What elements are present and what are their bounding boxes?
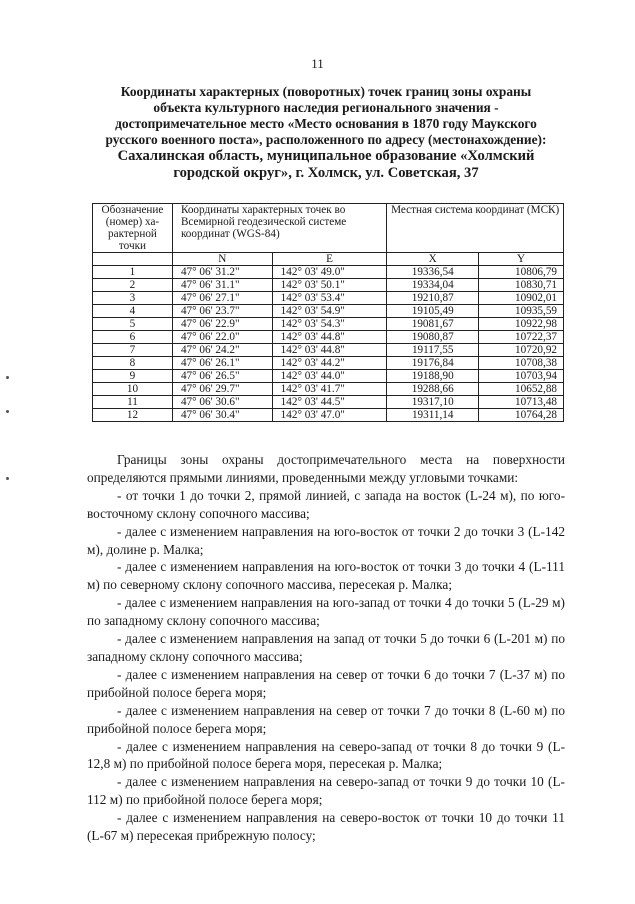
cell-latitude: 47° 06' 26.1" <box>172 357 272 370</box>
document-heading <box>86 84 566 182</box>
cell-latitude: 47° 06' 22.9" <box>172 318 272 331</box>
cell-point-number: 7 <box>93 344 173 357</box>
table-row <box>93 305 564 318</box>
cell-latitude: 47° 06' 30.4" <box>172 409 272 422</box>
cell-longitude: 142° 03' 41.7" <box>272 383 387 396</box>
cell-x: 19081,67 <box>387 318 479 331</box>
cell-y: 10652,88 <box>479 383 564 396</box>
cell-longitude: 142° 03' 44.5" <box>272 396 387 409</box>
cell-longitude: 142° 03' 54.3" <box>272 318 387 331</box>
boundary-segment-paragraph: - далее с изменением направления на юго-запад от точки 4 до точки 5 (L-29 м) по западному склону сопочного массива; <box>87 595 565 629</box>
table-body <box>93 266 564 422</box>
cell-x: 19288,66 <box>387 383 479 396</box>
heading-line-1: Координаты характерных (поворотных) точек границ зоны охраны <box>120 84 532 99</box>
boundary-segment-paragraph: - далее с изменением направления на запад от точки 5 до точки 6 (L-201 м) по западному склону сопочного массива; <box>87 631 565 664</box>
header-y: Y <box>479 253 564 266</box>
cell-x: 19188,90 <box>387 370 479 383</box>
cell-point-number: 2 <box>93 279 173 292</box>
body-text <box>87 451 565 845</box>
cell-y: 10902,01 <box>479 292 564 305</box>
cell-latitude: 47° 06' 24.2" <box>172 344 272 357</box>
cell-point-number: 3 <box>93 292 173 305</box>
cell-point-number: 12 <box>93 409 173 422</box>
cell-x: 19080,87 <box>387 331 479 344</box>
table-row <box>93 383 564 396</box>
header-msk: Местная система координат (МСК) <box>387 204 564 253</box>
cell-latitude: 47° 06' 27.1" <box>172 292 272 305</box>
cell-point-number: 6 <box>93 331 173 344</box>
heading-line-2: объекта культурного наследия регионального значения - <box>153 100 499 115</box>
cell-longitude: 142° 03' 44.0" <box>272 370 387 383</box>
cell-longitude: 142° 03' 44.8" <box>272 344 387 357</box>
cell-x: 19117,55 <box>387 344 479 357</box>
cell-x: 19105,49 <box>387 305 479 318</box>
table-row <box>93 396 564 409</box>
header-x: X <box>387 253 479 266</box>
header-n: N <box>172 253 272 266</box>
boundary-segment-paragraph: - далее с изменением направления на юго-восток от точки 2 до точки 3 (L-142 м), долине р. Малка; <box>87 523 565 557</box>
intro-paragraph: Границы зоны охраны достопримечательного места на поверхности определяются прямыми линиями, проведенными между угловыми точками: <box>87 452 565 485</box>
cell-x: 19334,04 <box>387 279 479 292</box>
cell-y: 10935,59 <box>479 305 564 318</box>
cell-x: 19311,14 <box>387 409 479 422</box>
cell-y: 10703,94 <box>479 370 564 383</box>
cell-longitude: 142° 03' 44.2" <box>272 357 387 370</box>
cell-longitude: 142° 03' 54.9" <box>272 305 387 318</box>
table-row <box>93 331 564 344</box>
heading-line-4: русского военного поста», расположенного по адресу (местонахождение): <box>105 132 547 147</box>
heading-line-6: городской округ», г. Холмск, ул. Советская, 37 <box>173 165 479 181</box>
table-row <box>93 409 564 422</box>
cell-y: 10922,98 <box>479 318 564 331</box>
cell-y: 10720,92 <box>479 344 564 357</box>
boundary-segment-paragraph: - далее с изменением направления на юго-восток от точки 3 до точки 4 (L-111 м) по северному склону сопочного массива, пересекая р. Малка; <box>87 559 565 593</box>
coordinates-table <box>92 203 564 422</box>
cell-y: 10830,71 <box>479 279 564 292</box>
cell-longitude: 142° 03' 50.1" <box>272 279 387 292</box>
cell-latitude: 47° 06' 31.1" <box>172 279 272 292</box>
table-row <box>93 266 564 279</box>
cell-point-number: 10 <box>93 383 173 396</box>
boundary-segment-paragraph: - далее с изменением направления на северо-запад от точки 9 до точки 10 (L-112 м) по прибойной полосе берега моря; <box>87 774 565 808</box>
table-row <box>93 318 564 331</box>
header-blank <box>93 253 173 266</box>
cell-x: 19317,10 <box>387 396 479 409</box>
cell-latitude: 47° 06' 22.0" <box>172 331 272 344</box>
header-e: E <box>272 253 387 266</box>
cell-y: 10764,28 <box>479 409 564 422</box>
header-designation: Обозначение (номер) ха-рактерной точки <box>93 204 173 253</box>
boundary-segment-paragraph: - далее с изменением направления на север от точки 6 до точки 7 (L-37 м) по прибойной полосе берега моря; <box>87 666 565 700</box>
heading-line-3: достопримечательное место «Место основания в 1870 году Маукского <box>115 116 537 131</box>
cell-y: 10806,79 <box>479 266 564 279</box>
cell-latitude: 47° 06' 29.7" <box>172 383 272 396</box>
cell-x: 19336,54 <box>387 266 479 279</box>
cell-y: 10708,38 <box>479 357 564 370</box>
cell-point-number: 4 <box>93 305 173 318</box>
cell-latitude: 47° 06' 23.7" <box>172 305 272 318</box>
table-row <box>93 370 564 383</box>
cell-longitude: 142° 03' 47.0" <box>272 409 387 422</box>
cell-x: 19176,84 <box>387 357 479 370</box>
cell-point-number: 11 <box>93 396 173 409</box>
boundary-segment-paragraph: - далее с изменением направления на север от точки 7 до точки 8 (L-60 м) по прибойной полосе берега моря; <box>87 702 565 736</box>
heading-line-5: Сахалинская область, муниципальное образование «Холмский <box>117 148 535 164</box>
scan-margin-dot <box>6 477 9 480</box>
header-wgs84: Координаты характерных точек во Всемирной геодезической системе координат (WGS-84) <box>172 204 386 253</box>
table-row <box>93 292 564 305</box>
cell-x: 19210,87 <box>387 292 479 305</box>
cell-latitude: 47° 06' 26.5" <box>172 370 272 383</box>
boundary-segment-paragraph: - далее с изменением направления на северо-запад от точки 8 до точки 9 (L-12,8 м) по прибойной полосе берега моря, пересекая р. Малка; <box>87 738 565 772</box>
cell-longitude: 142° 03' 53.4" <box>272 292 387 305</box>
page-number: 11 <box>311 56 324 71</box>
cell-point-number: 1 <box>93 266 173 279</box>
cell-point-number: 9 <box>93 370 173 383</box>
scan-margin-dot <box>6 410 9 413</box>
cell-longitude: 142° 03' 44.8" <box>272 331 387 344</box>
table-subheader-row <box>93 253 564 266</box>
cell-latitude: 47° 06' 30.6" <box>172 396 272 409</box>
cell-longitude: 142° 03' 49.0" <box>272 266 387 279</box>
cell-point-number: 8 <box>93 357 173 370</box>
table-row <box>93 279 564 292</box>
table-header-row <box>93 204 564 253</box>
cell-point-number: 5 <box>93 318 173 331</box>
scan-margin-dot <box>6 376 9 379</box>
table-row <box>93 357 564 370</box>
cell-latitude: 47° 06' 31.2" <box>172 266 272 279</box>
boundary-segment-paragraph: - от точки 1 до точки 2, прямой линией, с запада на восток (L-24 м), по юго-восточному склону сопочного массива; <box>87 487 565 521</box>
cell-y: 10713,48 <box>479 396 564 409</box>
cell-y: 10722,37 <box>479 331 564 344</box>
table-row <box>93 344 564 357</box>
boundary-segment-paragraph: - далее с изменением направления на северо-восток от точки 10 до точки 11 (L-67 м) пересекая прибрежную полосу; <box>87 810 565 844</box>
